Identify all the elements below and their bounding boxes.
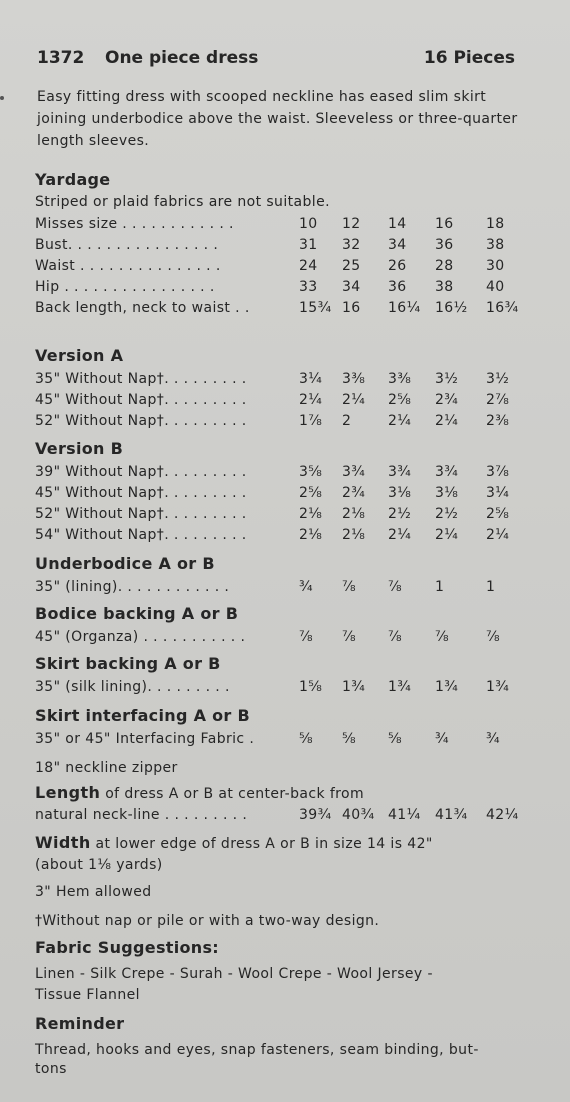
yardage-value: 16¾ xyxy=(486,300,519,316)
version-b-row xyxy=(35,506,535,526)
version-a-value: 2 xyxy=(342,413,352,429)
version-a-row xyxy=(35,392,535,412)
width-lead: Width xyxy=(35,833,91,852)
skirt-backing-heading: Skirt backing A or B xyxy=(35,654,221,673)
yardage-value: 16 xyxy=(435,216,454,232)
pattern-number: 1372 xyxy=(37,48,85,68)
skirt-interfacing-row xyxy=(35,731,535,751)
length-value: 39¾ xyxy=(299,807,332,823)
yardage-label: Back length, neck to waist . . xyxy=(35,300,250,316)
reminder-line-2: tons xyxy=(35,1061,67,1077)
underbodice-heading: Underbodice A or B xyxy=(35,554,215,573)
length-value: 41¾ xyxy=(435,807,468,823)
version-b-row xyxy=(35,464,535,484)
zipper-note: 18" neckline zipper xyxy=(35,760,178,776)
fabric-heading: Fabric Suggestions: xyxy=(35,938,220,957)
length-lead: Length xyxy=(35,783,101,802)
version-b-value: 2⅛ xyxy=(342,527,366,543)
version-a-value: 2⅜ xyxy=(486,413,510,429)
version-b-value: 2¼ xyxy=(388,527,412,543)
yardage-value: 38 xyxy=(435,279,454,295)
yardage-value: 34 xyxy=(388,237,407,253)
version-b-label: 52" Without Nap†. . . . . . . . . xyxy=(35,506,247,522)
fabric-line-1: Linen - Silk Crepe - Surah - Wool Crepe - Wool Jersey - xyxy=(35,966,433,982)
yardage-row xyxy=(35,258,535,278)
yardage-value: 24 xyxy=(299,258,318,274)
version-a-label: 35" Without Nap†. . . . . . . . . xyxy=(35,371,247,387)
version-a-value: 2¼ xyxy=(299,392,323,408)
yardage-value: 14 xyxy=(388,216,407,232)
bodice-backing-value: ⅞ xyxy=(299,629,313,645)
underbodice-value: ⅞ xyxy=(388,579,402,595)
bodice-backing-value: ⅞ xyxy=(388,629,402,645)
bodice-backing-label: 45" (Organza) . . . . . . . . . . . xyxy=(35,629,246,645)
skirt-backing-value: 1¾ xyxy=(435,679,459,695)
yardage-heading: Yardage xyxy=(35,170,111,189)
version-a-value: 1⅞ xyxy=(299,413,323,429)
yardage-note: Striped or plaid fabrics are not suitable. xyxy=(35,194,330,210)
yardage-value: 12 xyxy=(342,216,361,232)
length-line xyxy=(35,783,364,802)
yardage-value: 28 xyxy=(435,258,454,274)
width-line-2: (about 1⅛ yards) xyxy=(35,857,163,873)
length-value: 42¼ xyxy=(486,807,519,823)
yardage-label: Bust. . . . . . . . . . . . . . . . xyxy=(35,237,219,253)
length-label: natural neck-line . . . . . . . . . xyxy=(35,807,248,823)
yardage-value: 40 xyxy=(486,279,505,295)
skirt-interfacing-label: 35" or 45" Interfacing Fabric . xyxy=(35,731,255,747)
yardage-value: 16 xyxy=(342,300,361,316)
pattern-header xyxy=(37,48,515,72)
yardage-label: Hip . . . . . . . . . . . . . . . . xyxy=(35,279,215,295)
skirt-backing-value: 1¾ xyxy=(342,679,366,695)
version-b-value: 3¾ xyxy=(435,464,459,480)
version-a-label: 52" Without Nap†. . . . . . . . . xyxy=(35,413,247,429)
skirt-interfacing-heading: Skirt interfacing A or B xyxy=(35,706,250,725)
skirt-interfacing-value: ⅝ xyxy=(388,731,402,747)
version-a-row xyxy=(35,371,535,391)
skirt-backing-row xyxy=(35,679,535,699)
version-b-value: 3⅛ xyxy=(388,485,412,501)
version-a-value: 2⅞ xyxy=(486,392,510,408)
yardage-value: 34 xyxy=(342,279,361,295)
version-b-value: 2¼ xyxy=(486,527,510,543)
version-a-value: 2¾ xyxy=(435,392,459,408)
version-b-value: 2⅛ xyxy=(299,527,323,543)
version-a-value: 2¼ xyxy=(388,413,412,429)
yardage-value: 25 xyxy=(342,258,361,274)
version-b-value: 2⅝ xyxy=(486,506,510,522)
version-b-heading: Version B xyxy=(35,439,124,458)
version-b-value: 2⅝ xyxy=(299,485,323,501)
skirt-interfacing-value: ⅝ xyxy=(299,731,313,747)
yardage-value: 33 xyxy=(299,279,318,295)
length-value: 40¾ xyxy=(342,807,375,823)
yardage-value: 26 xyxy=(388,258,407,274)
yardage-value: 16¼ xyxy=(388,300,421,316)
bodice-backing-value: ⅞ xyxy=(486,629,500,645)
width-line xyxy=(35,833,433,852)
skirt-interfacing-value: ¾ xyxy=(486,731,500,747)
yardage-label: Waist . . . . . . . . . . . . . . . xyxy=(35,258,221,274)
version-b-value: 2¾ xyxy=(342,485,366,501)
underbodice-value: 1 xyxy=(486,579,496,595)
skirt-interfacing-value: ⅝ xyxy=(342,731,356,747)
yardage-row xyxy=(35,279,535,299)
yardage-value: 30 xyxy=(486,258,505,274)
piece-count: 16 Pieces xyxy=(423,48,515,68)
version-b-value: 2⅛ xyxy=(299,506,323,522)
version-a-value: 2¼ xyxy=(435,413,459,429)
yardage-value: 18 xyxy=(486,216,505,232)
version-b-label: 45" Without Nap†. . . . . . . . . xyxy=(35,485,247,501)
width-text: at lower edge of dress A or B in size 14 is 42" xyxy=(90,836,433,852)
yardage-value: 16½ xyxy=(435,300,468,316)
skirt-backing-value: 1¾ xyxy=(388,679,412,695)
skirt-backing-label: 35" (silk lining). . . . . . . . . xyxy=(35,679,230,695)
version-b-value: 3⅝ xyxy=(299,464,323,480)
underbodice-label: 35" (lining). . . . . . . . . . . . xyxy=(35,579,230,595)
version-a-label: 45" Without Nap†. . . . . . . . . xyxy=(35,392,247,408)
version-b-row xyxy=(35,527,535,547)
version-b-value: 3⅛ xyxy=(435,485,459,501)
version-a-value: 3¼ xyxy=(299,371,323,387)
version-b-value: 2¼ xyxy=(435,527,459,543)
version-b-value: 2½ xyxy=(435,506,459,522)
version-b-value: 3⅞ xyxy=(486,464,510,480)
version-a-heading: Version A xyxy=(35,346,124,365)
fabric-line-2: Tissue Flannel xyxy=(35,987,140,1003)
length-text: of dress A or B at center-back from xyxy=(100,786,364,802)
version-b-row xyxy=(35,485,535,505)
pattern-title: One piece dress xyxy=(105,48,259,68)
version-a-row xyxy=(35,413,535,433)
version-a-value: 2¼ xyxy=(342,392,366,408)
version-b-value: 2⅛ xyxy=(342,506,366,522)
reminder-line-1: Thread, hooks and eyes, snap fasteners, seam binding, but- xyxy=(35,1042,479,1058)
version-b-value: 2½ xyxy=(388,506,412,522)
underbodice-value: ¾ xyxy=(299,579,313,595)
bodice-backing-row xyxy=(35,629,535,649)
length-value: 41¼ xyxy=(388,807,421,823)
yardage-value: 36 xyxy=(435,237,454,253)
skirt-interfacing-value: ¾ xyxy=(435,731,449,747)
reminder-heading: Reminder xyxy=(35,1014,125,1033)
version-b-value: 3¼ xyxy=(486,485,510,501)
yardage-label: Misses size . . . . . . . . . . . . xyxy=(35,216,234,232)
version-a-value: 2⅝ xyxy=(388,392,412,408)
bodice-backing-heading: Bodice backing A or B xyxy=(35,604,239,623)
yardage-row xyxy=(35,300,535,320)
yardage-row xyxy=(35,237,535,257)
yardage-value: 15¾ xyxy=(299,300,332,316)
skirt-backing-value: 1¾ xyxy=(486,679,510,695)
margin-mark xyxy=(0,96,4,100)
bodice-backing-value: ⅞ xyxy=(435,629,449,645)
yardage-value: 10 xyxy=(299,216,318,232)
yardage-value: 36 xyxy=(388,279,407,295)
version-a-value: 3⅜ xyxy=(388,371,412,387)
skirt-backing-value: 1⅝ xyxy=(299,679,323,695)
yardage-value: 31 xyxy=(299,237,318,253)
hem-note: 3" Hem allowed xyxy=(35,884,152,900)
version-b-value: 3¾ xyxy=(342,464,366,480)
underbodice-value: 1 xyxy=(435,579,445,595)
nap-note: †Without nap or pile or with a two-way design. xyxy=(35,913,380,929)
yardage-value: 38 xyxy=(486,237,505,253)
length-row xyxy=(35,807,535,827)
version-a-value: 3½ xyxy=(435,371,459,387)
bodice-backing-value: ⅞ xyxy=(342,629,356,645)
version-b-value: 3¾ xyxy=(388,464,412,480)
pattern-description: Easy fitting dress with scooped neckline has eased slim skirt joining underbodice above the waist. Sleeveless or three-quarter length sleeves. xyxy=(37,89,518,149)
version-b-label: 54" Without Nap†. . . . . . . . . xyxy=(35,527,247,543)
underbodice-value: ⅞ xyxy=(342,579,356,595)
yardage-value: 32 xyxy=(342,237,361,253)
underbodice-row xyxy=(35,579,535,599)
yardage-row xyxy=(35,216,535,236)
version-a-value: 3⅜ xyxy=(342,371,366,387)
version-a-value: 3½ xyxy=(486,371,510,387)
version-b-label: 39" Without Nap†. . . . . . . . . xyxy=(35,464,247,480)
